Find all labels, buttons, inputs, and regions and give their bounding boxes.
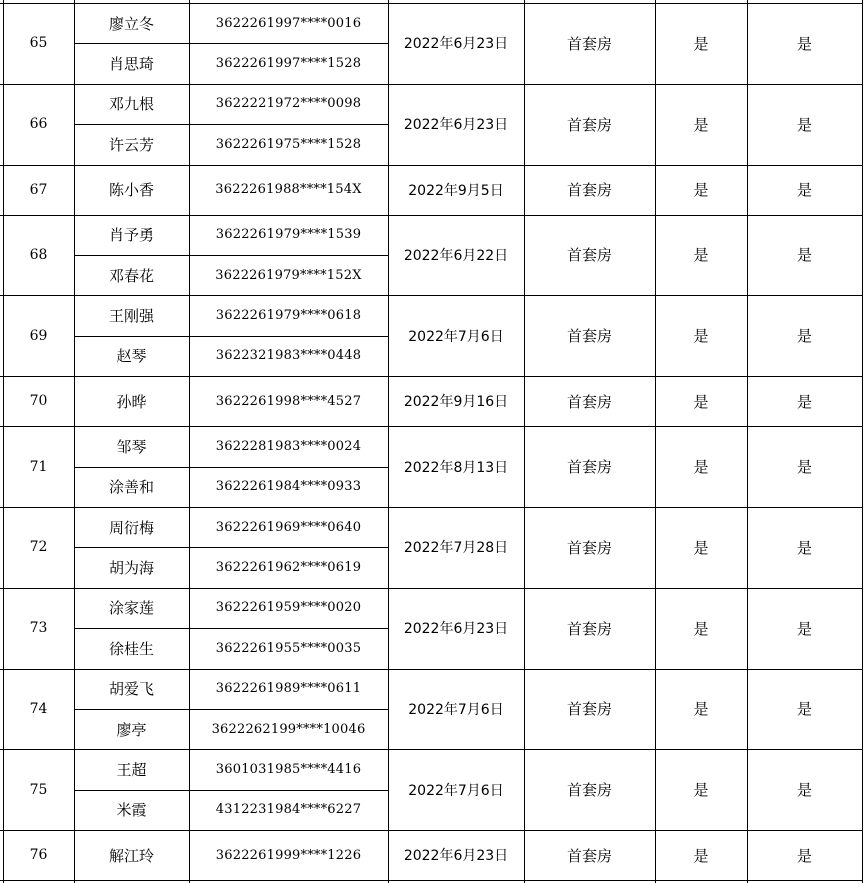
check-cell-2: 是 — [796, 115, 812, 134]
column-divider — [862, 0, 863, 883]
applicant-name-cell: 赵琴 — [116, 347, 147, 366]
row-divider — [0, 426, 862, 427]
row-divider — [0, 830, 862, 831]
applicant-name-cell: 廖亭 — [116, 720, 147, 739]
date-cell: 2022年6月22日 — [403, 247, 509, 264]
row-number-cell: 74 — [29, 700, 48, 717]
id-number-cell: 3622262199****10046 — [211, 721, 366, 737]
id-number-cell: 3622261984****0933 — [215, 479, 362, 495]
column-divider — [74, 0, 75, 883]
housing-type-cell: 首套房 — [566, 34, 612, 53]
check-cell-1: 是 — [693, 781, 709, 800]
check-cell-1: 是 — [693, 458, 709, 477]
housing-type-cell: 首套房 — [566, 246, 612, 265]
applicant-name-cell: 肖思琦 — [108, 55, 154, 74]
date-cell: 2022年6月23日 — [403, 36, 509, 53]
housing-type-cell: 首套房 — [566, 458, 612, 477]
date-cell: 2022年7月6日 — [408, 328, 504, 345]
check-cell-2: 是 — [796, 619, 812, 638]
check-cell-2: 是 — [796, 700, 812, 719]
row-number-cell: 73 — [29, 620, 48, 637]
applicant-name-cell: 陈小香 — [108, 181, 154, 200]
id-number-cell: 4312231984****6227 — [215, 802, 362, 818]
sub-row-divider — [74, 467, 388, 468]
row-divider — [0, 507, 862, 508]
check-cell-2: 是 — [796, 538, 812, 557]
row-divider — [0, 749, 862, 750]
row-divider — [0, 376, 862, 377]
date-cell: 2022年6月23日 — [403, 848, 509, 865]
row-divider — [0, 84, 862, 85]
housing-type-cell: 首套房 — [566, 619, 612, 638]
housing-type-cell: 首套房 — [566, 700, 612, 719]
id-number-cell: 3622261959****0020 — [215, 600, 362, 616]
applicant-name-cell: 邓春花 — [108, 266, 154, 285]
id-number-cell: 3622321983****0448 — [215, 348, 362, 364]
housing-type-cell: 首套房 — [566, 392, 612, 411]
check-cell-1: 是 — [693, 115, 709, 134]
id-number-cell: 3622261955****0035 — [215, 640, 362, 656]
id-number-cell: 3622261988****154X — [215, 182, 362, 198]
applicant-name-cell: 孙晔 — [116, 392, 147, 411]
row-divider — [0, 165, 862, 166]
id-number-cell: 3622261997****0016 — [215, 15, 362, 31]
applicant-name-cell: 胡为海 — [108, 559, 154, 578]
id-number-cell: 3622261969****0640 — [215, 519, 362, 535]
sub-row-divider — [74, 628, 388, 629]
id-number-cell: 3622261989****0611 — [215, 681, 362, 697]
row-number-cell: 76 — [29, 847, 48, 864]
row-divider — [0, 295, 862, 296]
housing-type-cell: 首套房 — [566, 181, 612, 200]
check-cell-2: 是 — [796, 327, 812, 346]
date-cell: 2022年6月23日 — [403, 621, 509, 638]
row-number-cell: 72 — [29, 539, 48, 556]
row-divider — [0, 669, 862, 670]
housing-type-cell: 首套房 — [566, 538, 612, 557]
applicant-name-cell: 胡爱飞 — [108, 680, 154, 699]
row-number-cell: 70 — [29, 393, 48, 410]
date-cell: 2022年7月6日 — [408, 782, 504, 799]
date-cell: 2022年8月13日 — [403, 459, 509, 476]
row-number-cell: 65 — [29, 35, 48, 52]
id-number-cell: 3622221972****0098 — [215, 96, 362, 112]
date-cell: 2022年7月28日 — [403, 540, 509, 557]
id-number-cell: 3622261979****1539 — [215, 227, 362, 243]
applicant-name-cell: 米霞 — [116, 801, 147, 820]
housing-type-cell: 首套房 — [566, 846, 612, 865]
check-cell-1: 是 — [693, 392, 709, 411]
column-divider — [189, 0, 190, 883]
id-number-cell: 3622261999****1226 — [215, 847, 362, 863]
check-cell-2: 是 — [796, 846, 812, 865]
check-cell-1: 是 — [693, 327, 709, 346]
check-cell-2: 是 — [796, 181, 812, 200]
check-cell-2: 是 — [796, 246, 812, 265]
row-divider — [0, 215, 862, 216]
applicant-name-cell: 邹琴 — [116, 437, 147, 456]
id-number-cell: 3622261962****0619 — [215, 560, 362, 576]
housing-type-cell: 首套房 — [566, 327, 612, 346]
row-divider — [0, 880, 862, 881]
column-divider — [747, 0, 748, 883]
sub-row-divider — [74, 336, 388, 337]
applicant-name-cell: 廖立冬 — [108, 14, 154, 33]
check-cell-1: 是 — [693, 619, 709, 638]
id-number-cell: 3601031985****4416 — [215, 762, 362, 778]
check-cell-2: 是 — [796, 458, 812, 477]
column-divider — [655, 0, 656, 883]
column-divider — [388, 0, 389, 883]
check-cell-1: 是 — [693, 34, 709, 53]
sub-row-divider — [74, 790, 388, 791]
sub-row-divider — [74, 709, 388, 710]
row-number-cell: 75 — [29, 781, 48, 798]
row-number-cell: 66 — [29, 116, 48, 133]
check-cell-1: 是 — [693, 700, 709, 719]
applicant-name-cell: 许云芳 — [108, 135, 154, 154]
date-cell: 2022年6月23日 — [403, 117, 509, 134]
applicant-name-cell: 徐桂生 — [108, 639, 154, 658]
column-divider — [524, 0, 525, 883]
applicant-name-cell: 解江玲 — [108, 846, 154, 865]
housing-type-cell: 首套房 — [566, 781, 612, 800]
applicant-name-cell: 王刚强 — [108, 307, 154, 326]
check-cell-2: 是 — [796, 781, 812, 800]
id-number-cell: 3622261997****1528 — [215, 56, 362, 72]
check-cell-1: 是 — [693, 846, 709, 865]
check-cell-1: 是 — [693, 246, 709, 265]
check-cell-1: 是 — [693, 181, 709, 200]
check-cell-2: 是 — [796, 392, 812, 411]
applicant-name-cell: 涂善和 — [108, 478, 154, 497]
date-cell: 2022年9月16日 — [403, 394, 509, 411]
check-cell-2: 是 — [796, 34, 812, 53]
date-cell: 2022年7月6日 — [408, 701, 504, 718]
row-divider — [0, 3, 862, 4]
sub-row-divider — [74, 547, 388, 548]
row-number-cell: 69 — [29, 327, 48, 344]
applicant-name-cell: 邓九根 — [108, 95, 154, 114]
row-number-cell: 67 — [29, 181, 48, 198]
check-cell-1: 是 — [693, 538, 709, 557]
applicant-name-cell: 肖予勇 — [108, 226, 154, 245]
id-number-cell: 3622261979****152X — [215, 267, 362, 283]
sub-row-divider — [74, 255, 388, 256]
column-divider — [3, 0, 4, 883]
date-cell: 2022年9月5日 — [408, 182, 504, 199]
id-number-cell: 3622281983****0024 — [215, 438, 362, 454]
row-divider — [0, 588, 862, 589]
id-number-cell: 3622261998****4527 — [215, 393, 362, 409]
applicant-name-cell: 涂家莲 — [108, 599, 154, 618]
id-number-cell: 3622261975****1528 — [215, 136, 362, 152]
row-number-cell: 68 — [29, 246, 48, 263]
sub-row-divider — [74, 43, 388, 44]
id-number-cell: 3622261979****0618 — [215, 308, 362, 324]
applicant-name-cell: 周衍梅 — [108, 518, 154, 537]
row-number-cell: 71 — [29, 458, 48, 475]
housing-type-cell: 首套房 — [566, 115, 612, 134]
applicant-name-cell: 王超 — [116, 761, 147, 780]
sub-row-divider — [74, 124, 388, 125]
